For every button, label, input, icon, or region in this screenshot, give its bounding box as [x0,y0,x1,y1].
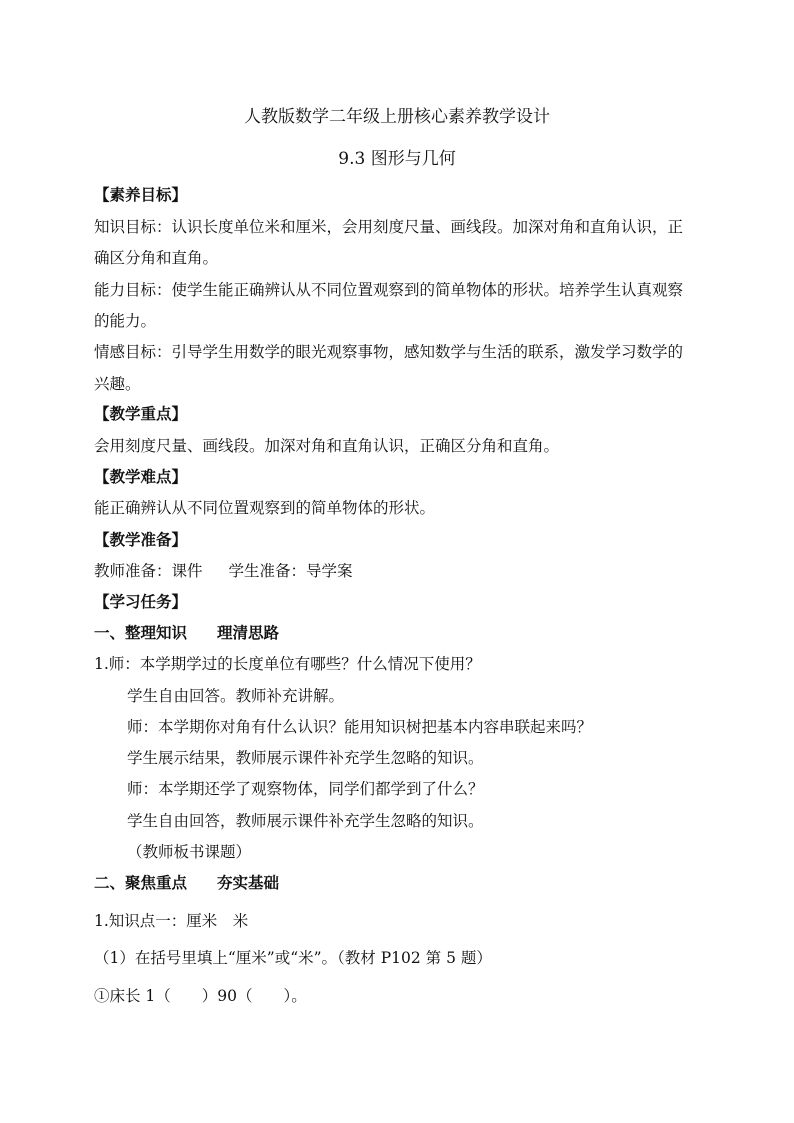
part-one-title: 一、整理知识 [94,623,188,642]
part-two-title: 二、聚焦重点 [94,873,188,892]
ability-goal-line-2: 的能力。 [94,312,157,330]
student-preparation: 学生准备：导学案 [228,562,353,580]
emotion-goal-line-1: 情感目标：引导学生用数学的眼光观察事物，感知数学与生活的联系，激发学习数学的 [94,343,684,361]
ability-goal-line-1: 能力目标：使学生能正确辨认从不同位置观察到的简单物体的形状。培养学生认真观察 [94,281,684,299]
part-one-subtitle: 理清思路 [217,623,280,642]
goals-heading: 【素养目标】 [94,185,188,204]
paragraph-line: 学生自由回答，教师展示课件补充学生忽略的知识。 [127,812,484,830]
part-two-heading [94,873,279,893]
preparation-heading: 【教学准备】 [94,530,188,549]
paragraph-line: 学生展示结果，教师展示课件补充学生忽略的知识。 [127,749,484,767]
key-points-text: 会用刻度尺量、画线段。加深对角和直角认识，正确区分角和直角。 [94,437,560,455]
document-title: 人教版数学二年级上册核心素养教学设计 [244,107,550,127]
emotion-goal-line-2: 兴趣。 [94,375,141,393]
preparation-line [94,561,353,581]
knowledge-point-one: 1.知识点一：厘米 米 [94,912,249,930]
teacher-preparation: 教师准备：课件 [94,562,203,580]
knowledge-goal-line-1: 知识目标：认识长度单位米和厘米，会用刻度尺量、画线段。加深对角和直角认识，正 [94,218,684,236]
knowledge-goal-line-2: 确区分角和直角。 [94,249,219,267]
paragraph-line: 师：本学期还学了观察物体，同学们都学到了什么？ [127,780,484,798]
paragraph-line: 学生自由回答。教师补充讲解。 [127,687,345,705]
key-points-heading: 【教学重点】 [94,404,188,423]
tasks-heading: 【学习任务】 [94,592,188,611]
board-note: （教师板书课题） [127,843,252,861]
part-one-heading [94,623,279,643]
part-two-subtitle: 夯实基础 [217,873,280,892]
difficulty-text: 能正确辨认从不同位置观察到的简单物体的形状。 [94,499,436,517]
document-subtitle: 9.3 图形与几何 [338,149,456,169]
paragraph-line: 师：本学期你对角有什么认识？能用知识树把基本内容串联起来吗？ [127,718,593,736]
item-one: 1.师：本学期学过的长度单位有哪些？什么情况下使用？ [94,655,481,673]
exercise-question-1: ①床长 1（ ）90（ ）。 [94,987,307,1005]
exercise-instruction: （1）在括号里填上“厘米”或“米”。（教材 P102 第 5 题） [94,949,492,967]
difficulty-heading: 【教学难点】 [94,467,188,486]
